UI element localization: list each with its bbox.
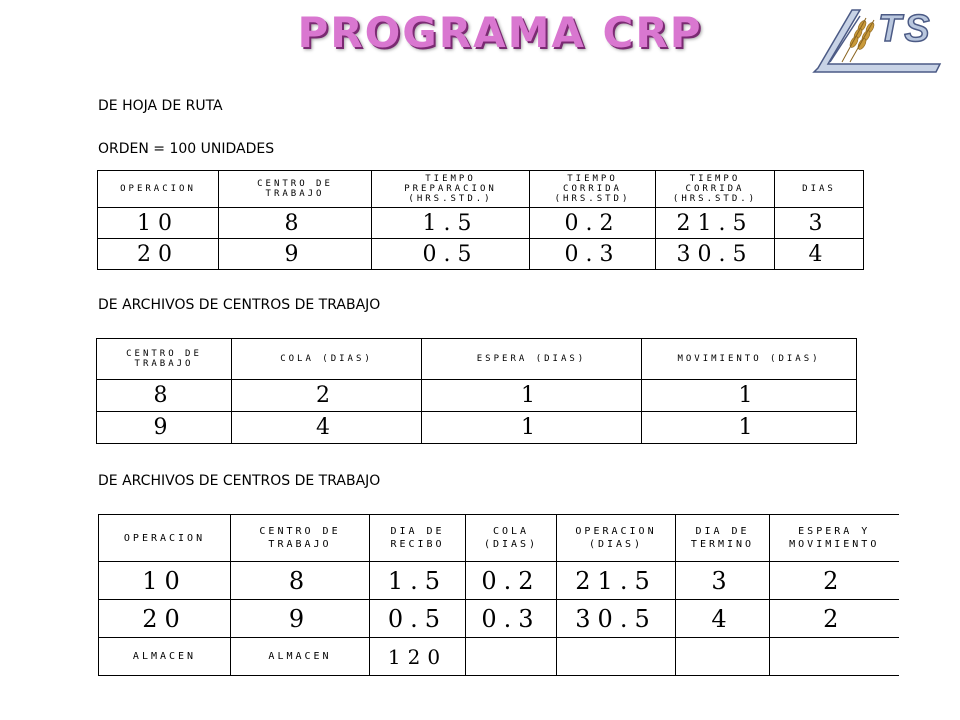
table-cell: 9 bbox=[219, 239, 372, 270]
header-operacion-dias: OPERACION (DIAS) bbox=[557, 515, 676, 562]
header-centro-de-trabajo: CENTRO DE TRABAJO bbox=[97, 339, 232, 380]
table-cell: 9 bbox=[97, 412, 232, 444]
header-espera: ESPERA (DIAS) bbox=[422, 339, 642, 380]
table-cell: 1 bbox=[422, 380, 642, 412]
table-cell: 1 bbox=[642, 412, 857, 444]
work-center-files-label: DE ARCHIVOS DE CENTROS DE TRABAJO bbox=[98, 297, 381, 313]
table-row bbox=[99, 600, 899, 638]
header-centro-de-trabajo: CENTRO DE TRABAJO bbox=[219, 171, 372, 208]
table-cell: 8 bbox=[231, 562, 370, 600]
table-cell: 21.5 bbox=[557, 562, 676, 600]
routing-table bbox=[97, 170, 864, 270]
logo-text: TS bbox=[878, 8, 933, 50]
table-row bbox=[97, 412, 857, 444]
table-row bbox=[97, 380, 857, 412]
table-cell: ALMACEN bbox=[99, 638, 231, 676]
table-cell: 0.5 bbox=[370, 600, 466, 638]
table-cell: 1 bbox=[642, 380, 857, 412]
table-cell: 30.5 bbox=[656, 239, 775, 270]
page-title: PROGRAMA CRP bbox=[297, 8, 703, 57]
header-movimiento: MOVIMIENTO (DIAS) bbox=[642, 339, 857, 380]
table-header-row bbox=[99, 515, 899, 562]
table-cell: 20 bbox=[98, 239, 219, 270]
table-cell: 1 bbox=[422, 412, 642, 444]
logo bbox=[812, 6, 952, 74]
table-cell: 1.5 bbox=[372, 208, 530, 239]
table-cell bbox=[466, 638, 557, 676]
table-row bbox=[98, 208, 864, 239]
header-operacion: OPERACION bbox=[99, 515, 231, 562]
header-centro-de-trabajo: CENTRO DE TRABAJO bbox=[231, 515, 370, 562]
table-cell: 0.3 bbox=[530, 239, 656, 270]
table-cell: 20 bbox=[99, 600, 231, 638]
table-cell: 30.5 bbox=[557, 600, 676, 638]
header-cola: COLA (DIAS) bbox=[466, 515, 557, 562]
table-cell: 10 bbox=[98, 208, 219, 239]
table-header-row bbox=[98, 171, 864, 208]
header-dias: DIAS bbox=[775, 171, 864, 208]
table-cell: 21.5 bbox=[656, 208, 775, 239]
table-cell: 3 bbox=[775, 208, 864, 239]
work-center-table bbox=[96, 338, 857, 444]
header-tiempo-corrida-2: TIEMPO CORRIDA (HRS.STD.) bbox=[656, 171, 775, 208]
header-tiempo-corrida: TIEMPO CORRIDA (HRS.STD) bbox=[530, 171, 656, 208]
table-cell: 1.5 bbox=[370, 562, 466, 600]
table-cell: 3 bbox=[676, 562, 770, 600]
table-header-row bbox=[97, 339, 857, 380]
table-cell: 0.3 bbox=[466, 600, 557, 638]
table-row bbox=[98, 239, 864, 270]
table-cell: 2 bbox=[770, 562, 899, 600]
order-quantity-label: ORDEN = 100 UNIDADES bbox=[98, 141, 275, 157]
table-row bbox=[99, 638, 899, 676]
routing-sheet-label: DE HOJA DE RUTA bbox=[98, 98, 223, 114]
table-cell: 10 bbox=[99, 562, 231, 600]
table-cell: 2 bbox=[232, 380, 422, 412]
table-cell: 2 bbox=[770, 600, 899, 638]
table-cell: 0.5 bbox=[372, 239, 530, 270]
table-cell bbox=[676, 638, 770, 676]
work-center-files-label-2: DE ARCHIVOS DE CENTROS DE TRABAJO bbox=[98, 473, 381, 489]
table-row bbox=[99, 562, 899, 600]
table-cell bbox=[557, 638, 676, 676]
table-cell: 4 bbox=[232, 412, 422, 444]
table-cell: 0.2 bbox=[466, 562, 557, 600]
table-cell: 4 bbox=[775, 239, 864, 270]
header-dia-de-termino: DIA DE TERMINO bbox=[676, 515, 770, 562]
table-cell: 120 bbox=[370, 638, 466, 676]
table-cell: 4 bbox=[676, 600, 770, 638]
header-espera-y-movimiento: ESPERA Y MOVIMIENTO bbox=[770, 515, 899, 562]
table-cell: 9 bbox=[231, 600, 370, 638]
table-cell bbox=[770, 638, 899, 676]
header-dia-de-recibo: DIA DE RECIBO bbox=[370, 515, 466, 562]
table-cell: 8 bbox=[219, 208, 372, 239]
table-cell: 0.2 bbox=[530, 208, 656, 239]
header-operacion: OPERACION bbox=[98, 171, 219, 208]
header-cola: COLA (DIAS) bbox=[232, 339, 422, 380]
schedule-table bbox=[98, 514, 899, 676]
table-cell: ALMACEN bbox=[231, 638, 370, 676]
header-tiempo-preparacion: TIEMPO PREPARACION (HRS.STD.) bbox=[372, 171, 530, 208]
table-cell: 8 bbox=[97, 380, 232, 412]
